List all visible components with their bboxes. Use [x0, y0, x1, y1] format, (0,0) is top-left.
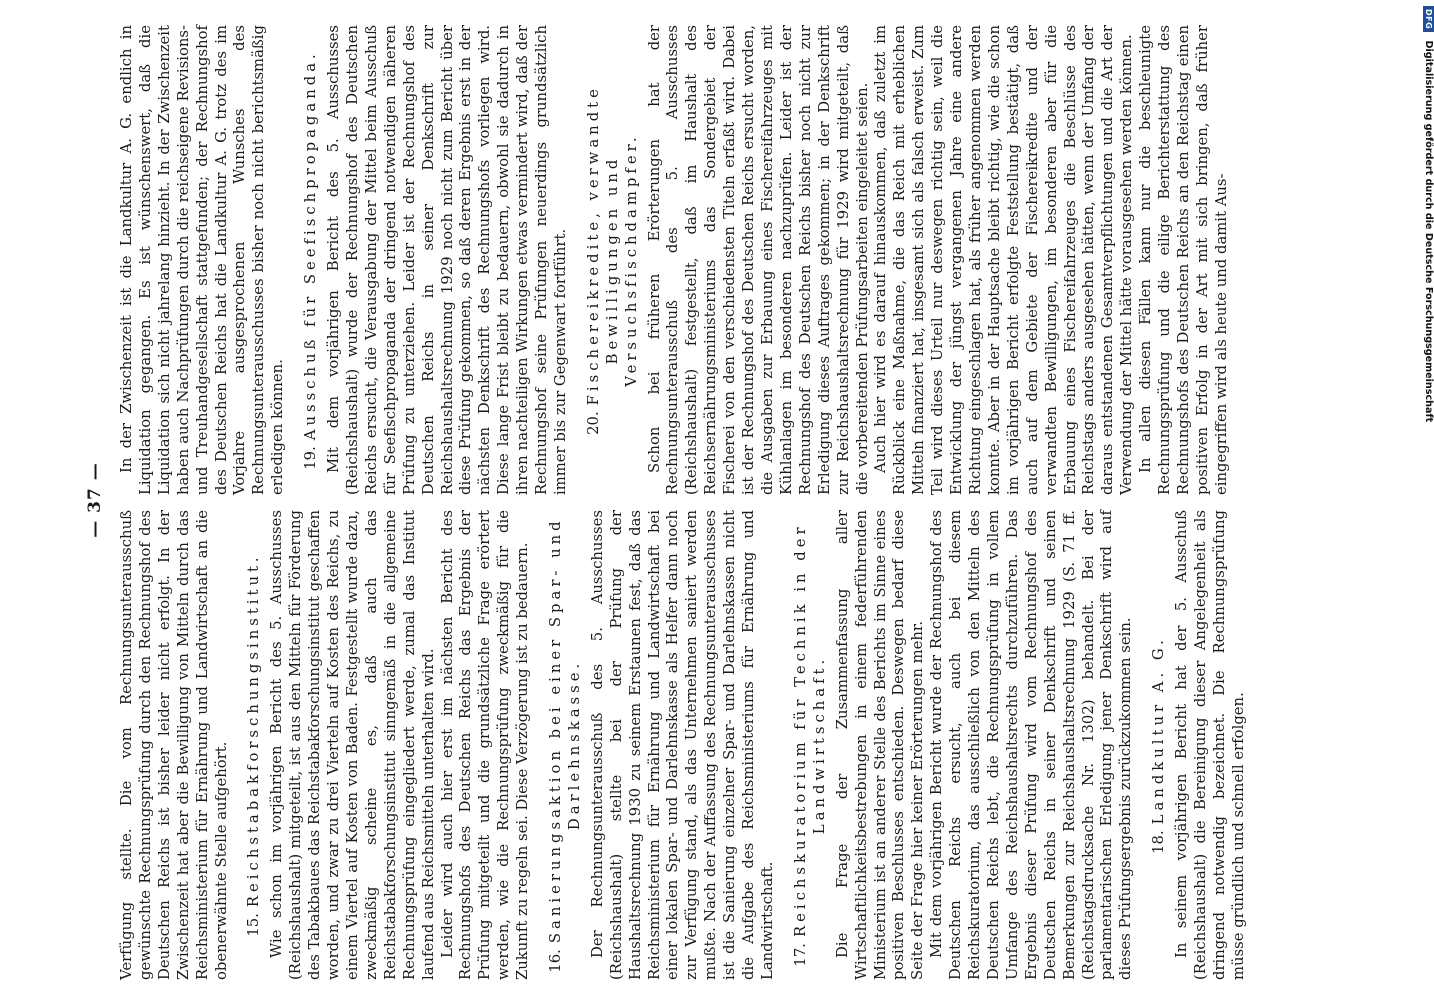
- section-heading: [245, 510, 264, 980]
- paragraph: Leider wird auch hier erst im nächsten Bericht des Rechnungshofs des Deutschen Reichs das Ergebnis der Prüfung mitgeteilt und die grundsätzliche Frage erörtert werden, wie die Rechnungsprüfung zweckmäßig für die Zukunft zu regeln sei. Diese Verzögerung ist zu bedauern.: [438, 510, 532, 980]
- funding-note-text: Digitalisierung gefördert durch die Deutsche Forschungsgemeinschaft: [1423, 40, 1434, 423]
- paragraph: In allen diesen Fällen kann nur die beschleunigte Rechnungsprüfung und die eilige Berichterstattung des Rechnungshofs des Deutschen Reichs an den Reichstag einen positiven Erfolg in der Art mit sich bringen, daß früher eingegriffen wird als heute und damit Aus-: [1137, 25, 1230, 495]
- paragraph: Der Rechnungsunterausschuß des 5. Ausschusses (Reichshaushalt) stellte bei der Prüfung der Haushaltsrechnung 1930 zu seinem Erstaunen fest, daß das Reichsministerium für Ernährung und Landwirtschaft bei einer lokalen Spar- und Darlehnskasse als Helfer dann noch zur Verfügung stand, als das Unternehmen saniert werden mußte. Nach der Auffassung des Rechnungsunterausschusses ist die Sanierung einzelner Spar- und Darlehnskassen nicht die Aufgabe des Reichsministeriums für Ernährung und Landwirtschaft.: [588, 510, 776, 980]
- paragraph: Wie schon im vorjährigen Bericht des 5. Ausschusses (Reichshaushalt) mitgeteilt, ist aus den Mitteln für Förderung des Tabakbaues das Reichstabakforschungsinstitut geschaffen worden, und zwar zu drei Vierteln auf Kosten des Reichs, zu einem Viertel auf Kosten von Baden. Festgestellt wurde dazu, zweckmäßig scheine es, daß auch das Reichstabakforschungsinstitut sinngemäß in die allgemeine Rechnungsprüfung eingegliedert werde, zumal das Institut laufend aus Reichsmitteln unterhalten wird.: [268, 510, 437, 980]
- section-number: 19.: [302, 446, 320, 470]
- paragraph: Verfügung stellte. Die vom Rechnungsunterausschuß gewünschte Rechnungsprüfung durch den Rechnungshof des Deutschen Reichs ist bisher leider nicht erfolgt. In der Zwischenzeit hat aber die Bewilligung von Mitteln durch das Reichsministerium für Ernährung und Landwirtschaft an die obenerwähnte Stelle aufgehört.: [118, 510, 230, 980]
- section-number: 15.: [245, 913, 263, 937]
- section-title: Landkultur A. G.: [1150, 636, 1168, 825]
- paragraph: In der Zwischenzeit ist die Landkultur A. G. endlich in Liquidation gegangen. Es ist wünschenswert, daß die Liquidation sich nicht jahrelang hinzieht. In der Zwischenzeit haben auch Nachprüfungen durch die reichseigene Revisions- und Treuhandgesellschaft stattgefunden; der Rechnungshof des Deutschen Reichs hat die Landkultur A. G. trotz des im Vorjahre ausgesprochenen Wunsches des Rechnungsunterausschusses bisher noch nicht berichtsmäßig erledigen können.: [118, 25, 287, 495]
- section-heading: [302, 25, 321, 495]
- text-column-left: [118, 510, 1249, 980]
- paragraph: Auch hier wird es darauf hinauskommen, daß zuletzt im Rückblick eine Maßnahme, die das Reich mit erheblichen Mitteln finanziert hat, insgesamt sich als falsch erweist. Zum Teil wird dieses Urteil nur deswegen richtig sein, weil die Entwicklung der jüngst vergangenen Jahre eine andere Richtung eingeschlagen hat, als früher angenommen werden konnte. Aber in der Hauptsache bleibt richtig, wie die schon im vorjährigen Bericht erfolgte Feststellung bestätigt, daß auch auf dem Gebiete der Fischereikredite und der verwandten Bewilligungen, im besonderen aber für die Erbauung eines Fischereifahrzeuges die Beschlüsse des Reichstags anders ausgesehen hätten, wenn der Umfang der daraus entstandenen Gesamtverpflichtungen und die Art der Verwendung der Mittel hätte vorausgesehen werden können.: [872, 25, 1136, 495]
- paragraph: In seinem vorjährigen Bericht hat der 5. Ausschuß (Reichshaushalt) die Bereinigung dieser Angelegenheit als dringend notwendig bezeichnet. Die Rechnungsprüfung müsse gründlich und schnell erfolgen.: [1173, 510, 1247, 980]
- section-heading: [1150, 510, 1169, 980]
- section-number: 16.: [547, 949, 565, 973]
- text-column-right: [118, 25, 1232, 495]
- dfg-logo: DFG: [1423, 6, 1434, 32]
- section-heading: [547, 510, 585, 980]
- section-heading: [792, 510, 830, 980]
- paragraph: Die Frage der Zusammenfassung aller Wirtschaftlichkeitsbestrebungen in einem federführenden Ministerium ist an anderer Stelle des Berichts im Sinne eines positiven Beschlusses entschieden. Deswegen bedarf diese Seite der Frage hier keiner Erörterungen mehr.: [833, 510, 927, 980]
- section-title: Reichstabakforschungsinstitut.: [245, 553, 263, 908]
- section-number: 17.: [791, 943, 809, 967]
- paragraph: Mit dem vorjährigen Bericht des 5. Ausschusses (Reichshaushalt) wurde der Rechnungshof des Deutschen Reichs ersucht, die Verausgabung der Mittel beim Ausschuß für Seefischpropaganda der dringend notwendigen näheren Prüfung zu unterziehen. Leider ist der Rechnungshof des Deutschen Reichs in seiner Denkschrift zur Reichshaushaltsrechnung 1929 noch nicht zum Bericht über diese Prüfung gekommen, so daß deren Ergebnis erst in der nächsten Denkschrift des Rechnungshofs vorliegen wird. Diese lange Frist bleibt zu bedauern, obwohl sie dadurch in ihren nachteiligen Wirkungen etwas vermindert wird, daß der Rechnungshof seine Prüfungen neuerdings grundsätzlich immer bis zur Gegenwart fortführt.: [325, 25, 569, 495]
- section-number: 20.: [584, 411, 602, 435]
- section-number: 18.: [1150, 830, 1168, 854]
- funding-note: [1406, 0, 1434, 1000]
- section-title: Reichskuratorium für Technik in der Landwirtschaft.: [791, 523, 828, 938]
- paragraph: Schon bei früheren Erörterungen hat der Rechnungsunterausschuß des 5. Ausschusses (Reichshaushalt) festgestellt, daß im Haushalt des Reichsernährungsministeriums das Sondergebiet der Fischerei von den verschiedensten Titeln erfaßt wird. Dabei ist der Rechnungshof des Deutschen Reichs ersucht worden, die Ausgaben zur Erbauung eines Fischereifahrzeuges mit Kühlanlagen im besonderen nachzuprüfen. Leider ist der Rechnungshof des Deutschen Reichs bisher noch nicht zur Erledigung dieses Auftrages gekommen; in der Denkschrift zur Reichshaushaltsrechnung für 1929 wird mitgeteilt, daß die vorbereitenden Prüfungsarbeiten eingeleitet seien.: [645, 25, 871, 495]
- page-number: — 37 —: [85, 462, 105, 538]
- paragraph: Mit dem vorjährigen Bericht wurde der Rechnungshof des Deutschen Reichs ersucht, auch bei diesem Reichskuratorium, das ausschließlich von den Mitteln des Deutschen Reichs lebt, die Rechnungsprüfung in vollem Umfange des Reichshaushaltsrechts durchzuführen. Das Ergebnis dieser Prüfung wird vom Rechnungshof des Deutschen Reichs in seiner Denkschrift und seinen Bemerkungen zur Reichshaushaltsrechnung 1929 (S. 71 ff. (Reichstagsdrucksache Nr. 1302) behandelt. Bei der parlamentarischen Erledigung jener Denkschrift wird auf dieses Prüfungsergebnis zurückzukommen sein.: [928, 510, 1135, 980]
- section-title: Fischereikredite, verwandte Bewilligungen und Versuchsfischdampfer.: [584, 85, 640, 406]
- section-heading: [585, 25, 642, 495]
- section-title: Ausschuß für Seefischpropaganda.: [302, 50, 320, 441]
- section-title: Sanierungsaktion bei einer Spar- und Darlehnskasse.: [547, 517, 583, 944]
